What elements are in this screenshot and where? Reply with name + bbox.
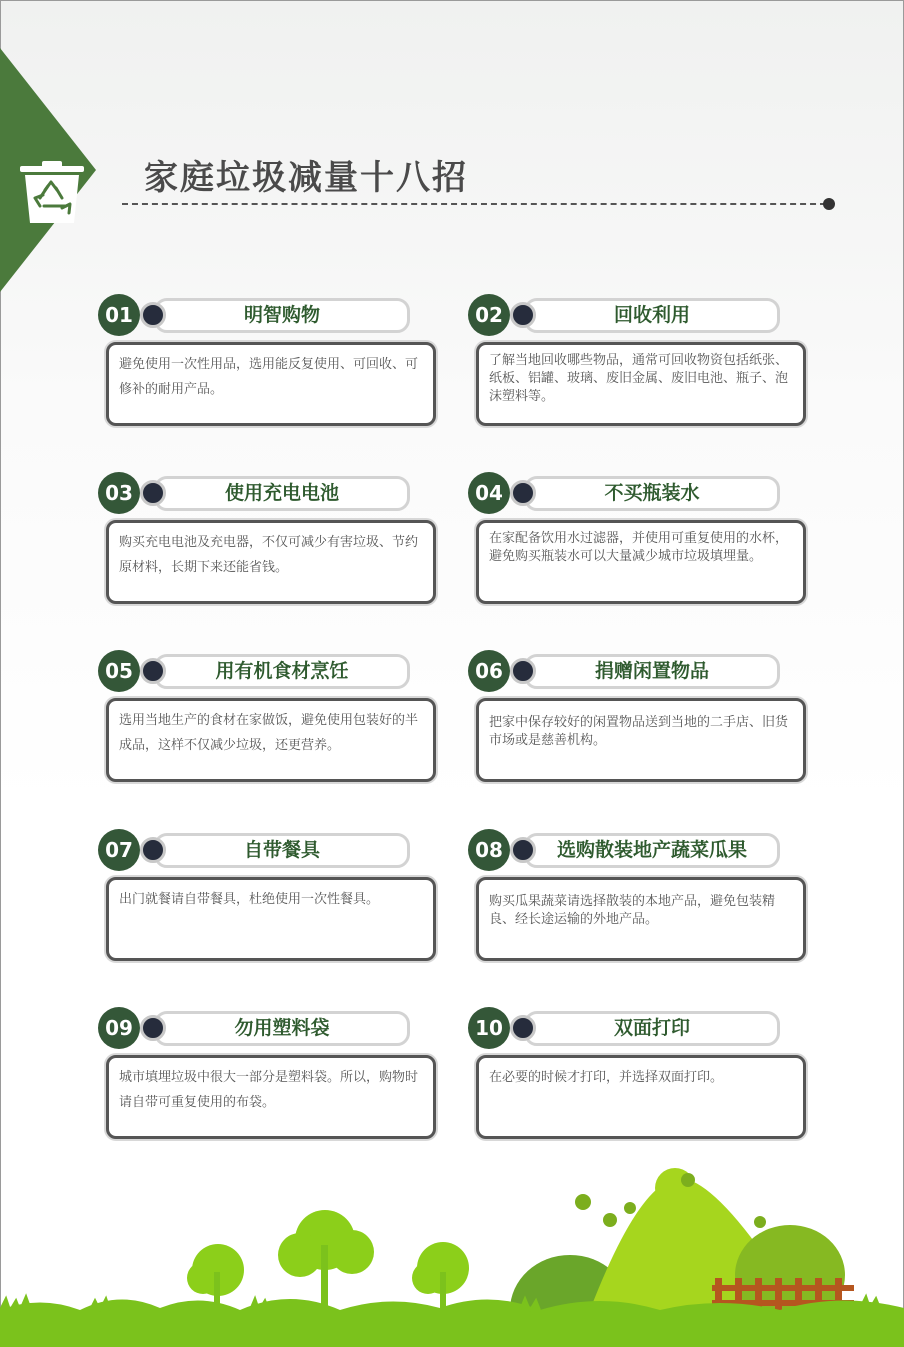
tip-title: 回收利用 <box>524 298 780 333</box>
tip-number: 07 <box>98 829 140 871</box>
bullet-dot <box>510 837 536 863</box>
tip-description: 把家中保存较好的闲置物品送到当地的二手店、旧货市场或是慈善机构。 <box>489 715 789 748</box>
tip-number: 09 <box>98 1007 140 1049</box>
bullet-dot <box>140 837 166 863</box>
tip-description-box <box>106 1055 436 1139</box>
tip-title: 双面打印 <box>524 1011 780 1046</box>
tip-description-box <box>476 520 806 604</box>
tip-title: 自带餐具 <box>154 833 410 868</box>
tip-card-01 <box>98 294 418 429</box>
bullet-dot <box>140 658 166 684</box>
bullet-dot <box>510 480 536 506</box>
tip-card-06 <box>468 650 788 785</box>
tip-description-box <box>476 698 806 782</box>
bullet-dot <box>140 302 166 328</box>
tip-title: 捐赠闲置物品 <box>524 654 780 689</box>
divider-end-dot <box>823 198 835 210</box>
tip-description: 在必要的时候才打印，并选择双面打印。 <box>489 1070 724 1085</box>
header-corner-badge <box>0 48 96 292</box>
tip-description: 在家配备饮用水过滤器，并使用可重复使用的水杯，避免购买瓶装水可以大量减少城市垃圾填埋量。 <box>489 531 789 564</box>
tip-number: 03 <box>98 472 140 514</box>
tip-number: 10 <box>468 1007 510 1049</box>
tip-number: 04 <box>468 472 510 514</box>
tip-description-box <box>476 1055 806 1139</box>
tip-number: 05 <box>98 650 140 692</box>
tip-number: 01 <box>98 294 140 336</box>
bullet-dot <box>510 658 536 684</box>
tip-title: 使用充电电池 <box>154 476 410 511</box>
tip-description: 出门就餐请自带餐具，杜绝使用一次性餐具。 <box>119 892 380 907</box>
tip-description-box <box>106 342 436 426</box>
tip-title: 勿用塑料袋 <box>154 1011 410 1046</box>
tip-description-box <box>476 877 806 961</box>
bullet-dot <box>140 480 166 506</box>
tip-description: 避免使用一次性用品，选用能反复使用、可回收、可修补的耐用产品。 <box>119 357 419 397</box>
title-divider <box>122 203 826 205</box>
tip-number: 06 <box>468 650 510 692</box>
tip-card-10 <box>468 1007 788 1142</box>
bullet-dot <box>510 302 536 328</box>
tip-card-07 <box>98 829 418 964</box>
tip-card-05 <box>98 650 418 785</box>
tip-title: 选购散装地产蔬菜瓜果 <box>524 833 780 868</box>
page-title: 家庭垃圾减量十八招 <box>144 158 468 198</box>
bullet-dot <box>140 1015 166 1041</box>
recycle-bin-icon <box>20 161 84 223</box>
landscape-illustration <box>0 1160 904 1347</box>
tip-card-08 <box>468 829 788 964</box>
tip-title: 用有机食材烹饪 <box>154 654 410 689</box>
tip-card-09 <box>98 1007 418 1142</box>
tip-card-03 <box>98 472 418 607</box>
tip-number: 08 <box>468 829 510 871</box>
tip-description: 了解当地回收哪些物品，通常可回收物资包括纸张、纸板、铝罐、玻璃、废旧金属、废旧电池、瓶子、泡沫塑料等。 <box>489 353 789 404</box>
tip-description-box <box>106 520 436 604</box>
tip-title: 明智购物 <box>154 298 410 333</box>
tip-description: 购买充电电池及充电器，不仅可减少有害垃圾、节约原材料，长期下来还能省钱。 <box>119 535 419 575</box>
tip-description-box <box>106 877 436 961</box>
tip-description: 购买瓜果蔬菜请选择散装的本地产品，避免包装精良、经长途运输的外地产品。 <box>489 894 776 927</box>
tip-card-04 <box>468 472 788 607</box>
tip-description-box <box>106 698 436 782</box>
tip-number: 02 <box>468 294 510 336</box>
tip-description: 城市填埋垃圾中很大一部分是塑料袋。所以，购物时请自带可重复使用的布袋。 <box>119 1070 419 1110</box>
tip-description: 选用当地生产的食材在家做饭，避免使用包装好的半成品，这样不仅减少垃圾，还更营养。 <box>119 713 419 753</box>
tip-description-box <box>476 342 806 426</box>
tip-title: 不买瓶装水 <box>524 476 780 511</box>
tip-card-02 <box>468 294 788 429</box>
bullet-dot <box>510 1015 536 1041</box>
